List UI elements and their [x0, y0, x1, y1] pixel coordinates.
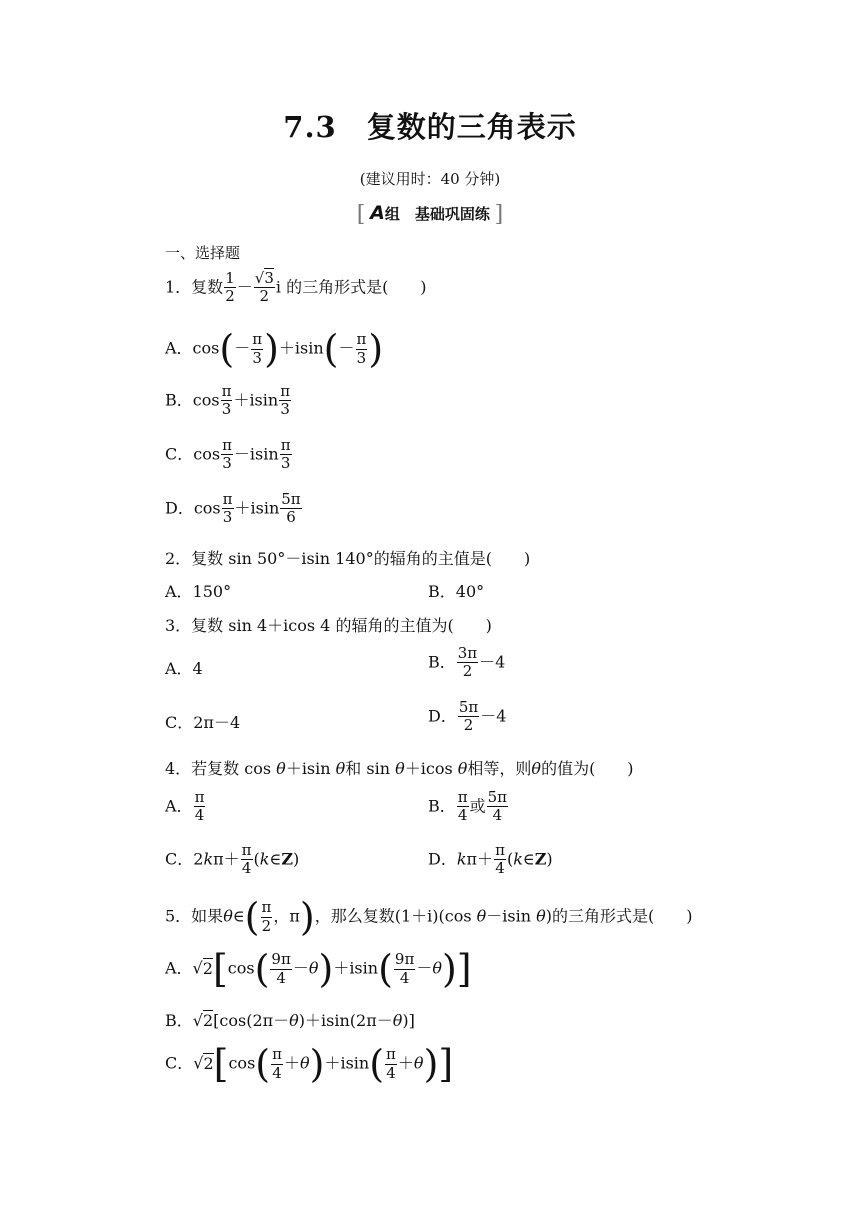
q1-option-b[interactable]: B．cos $\frac{\pi}{3}$ ＋isin $\frac{\pi}{3}$ — [165, 382, 291, 419]
question-5: 5．如果θ∈( $\frac{\pi}{2}$ ，π)，那么复数(1＋i)(cos θ－isin θ)的三角形式是( ) — [165, 895, 693, 939]
q3-option-d[interactable]: D． $\frac{5\pi}{2}$ －4 — [428, 698, 507, 735]
question-4: 4．若复数 cos θ＋isin θ和 sin θ＋icos θ相等，则θ的值为( ) — [165, 759, 634, 778]
question-3: 3．复数 sin 4＋icos 4 的辐角的主值为( ) — [165, 616, 492, 635]
question-2: 2．复数 sin 50°－isin 140°的辐角的主值是( ) — [165, 549, 531, 568]
q4-option-b[interactable]: B． $\frac{\pi}{4}$ 或 $\frac{5\pi}{4}$ — [428, 788, 508, 825]
section-heading: 一、选择题 — [165, 244, 241, 262]
q3-option-a[interactable]: A．4 — [165, 659, 203, 678]
q3-option-b[interactable]: B． $\frac{3\pi}{2}$ －4 — [428, 644, 506, 681]
q4-option-a[interactable]: A． $\frac{\pi}{4}$ — [165, 788, 205, 825]
group-label: 组 基础巩固练 — [384, 205, 490, 223]
q5-option-b[interactable]: B．√2[cos(2π－θ)＋isin(2π－θ)] — [165, 1011, 415, 1030]
question-1: 1．复数 $\frac{1}{2}$ － $\frac{√3}{2}$ i 的三角形式是( ) — [165, 269, 427, 306]
q1-option-c[interactable]: C．cos $\frac{\pi}{3}$ －isin $\frac{\pi}{3}$ — [165, 436, 291, 473]
q3-option-c[interactable]: C．2π－4 — [165, 713, 241, 732]
q4-option-d[interactable]: D．kπ＋ $\frac{\pi}{4}$ (k∈Z) — [428, 841, 553, 878]
q5-option-a[interactable]: A．√2[cos( $\frac{9\pi}{4}$ －θ)＋isin( $\frac{9\pi}{4}$ －θ)] — [165, 947, 472, 991]
q2-option-b[interactable]: B．40° — [428, 582, 485, 601]
group-header: [ A组 基础巩固练 ] — [356, 202, 504, 227]
q1-option-a[interactable]: A．cos(－ $\frac{\pi}{3}$ )＋isin(－ $\frac{\pi}{3}$ ) — [165, 327, 384, 371]
group-badge: A — [370, 202, 385, 224]
page-title: 7.3 复数的三角表示 — [283, 110, 577, 144]
q4-option-c[interactable]: C．2kπ＋ $\frac{\pi}{4}$ (k∈Z) — [165, 841, 300, 878]
q1-option-d[interactable]: D．cos $\frac{\pi}{3}$ ＋isin $\frac{5\pi}{6}$ — [165, 490, 301, 527]
q2-option-a[interactable]: A．150° — [165, 582, 232, 601]
q5-option-c[interactable]: C．√2[cos( $\frac{\pi}{4}$ ＋θ)＋isin( $\frac{\pi}{4}$ ＋θ)] — [165, 1042, 454, 1086]
suggested-time: (建议用时：40 分钟) — [359, 170, 501, 188]
